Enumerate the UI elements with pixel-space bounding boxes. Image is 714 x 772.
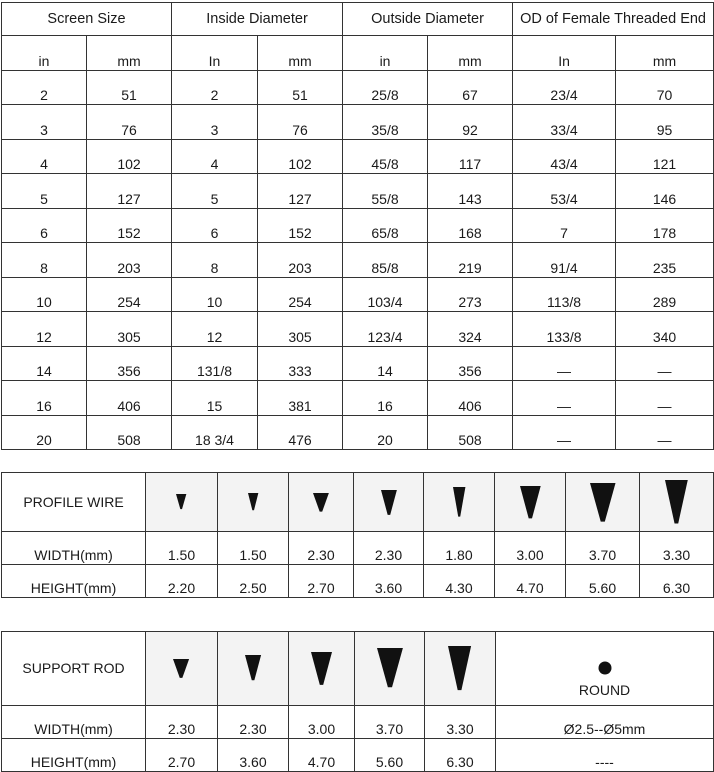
- table-cell: 25/8: [343, 70, 428, 105]
- header-inside-diameter: Inside Diameter: [172, 3, 343, 36]
- table-cell: 123/4: [343, 312, 428, 347]
- height-label: HEIGHT(mm): [2, 565, 146, 598]
- table-cell: 16: [2, 381, 87, 416]
- table-cell: 5: [2, 174, 87, 209]
- rod-width-value: 3.00: [289, 706, 355, 739]
- table-cell: 91/4: [513, 243, 616, 278]
- rod-height-value: 3.60: [218, 739, 289, 772]
- table-cell: 3: [2, 105, 87, 140]
- triangle-icon: [172, 658, 190, 679]
- triangle-icon: [664, 479, 689, 524]
- table-cell: 102: [87, 139, 172, 174]
- wire-width-value: 2.30: [354, 532, 424, 565]
- rod-shape-cell: [289, 632, 355, 706]
- table-cell: 4: [172, 139, 258, 174]
- unit-header: in: [2, 36, 87, 71]
- table-cell: 12: [2, 312, 87, 347]
- wire-width-value: 3.00: [495, 532, 566, 565]
- table-cell: 289: [616, 277, 714, 312]
- wire-shape-cell: [146, 473, 218, 532]
- circle-icon: [597, 660, 613, 676]
- table-cell: 85/8: [343, 243, 428, 278]
- table-cell: 117: [428, 139, 513, 174]
- table-cell: 133/8: [513, 312, 616, 347]
- table-cell: 324: [428, 312, 513, 347]
- wire-shape-cell: [640, 473, 714, 532]
- table-cell: 92: [428, 105, 513, 140]
- table-cell: —: [513, 346, 616, 381]
- round-height-value: ----: [496, 739, 714, 772]
- table-row: [2, 381, 714, 416]
- triangle-icon: [452, 486, 466, 518]
- header-screen-size: Screen Size: [2, 3, 172, 36]
- wire-shape-cell: [566, 473, 640, 532]
- table-cell: 254: [258, 277, 343, 312]
- wire-shape-cell: [218, 473, 289, 532]
- table-cell: 103/4: [343, 277, 428, 312]
- wire-width-value: 1.50: [146, 532, 218, 565]
- table-cell: 70: [616, 70, 714, 105]
- table-cell: —: [513, 415, 616, 450]
- table-cell: 305: [258, 312, 343, 347]
- table-cell: 3: [172, 105, 258, 140]
- rod-height-value: 6.30: [425, 739, 496, 772]
- table-cell: 381: [258, 381, 343, 416]
- table-cell: 340: [616, 312, 714, 347]
- header-od-female-threaded-end: OD of Female Threaded End: [513, 3, 714, 36]
- rod-shape-cell: [146, 632, 218, 706]
- table-cell: 254: [87, 277, 172, 312]
- wire-shape-cell: [354, 473, 424, 532]
- unit-header: mm: [258, 36, 343, 71]
- unit-header: mm: [87, 36, 172, 71]
- wire-shape-cell: [289, 473, 354, 532]
- height-label: HEIGHT(mm): [2, 739, 146, 772]
- triangle-icon: [175, 493, 187, 510]
- rod-width-value: 3.70: [355, 706, 425, 739]
- table-cell: —: [616, 415, 714, 450]
- table-row: [2, 70, 714, 105]
- table-cell: 203: [87, 243, 172, 278]
- table-cell: 8: [172, 243, 258, 278]
- wire-shape-cell: [424, 473, 495, 532]
- table-cell: 4: [2, 139, 87, 174]
- table-cell: 95: [616, 105, 714, 140]
- table-cell: 273: [428, 277, 513, 312]
- table-cell: 127: [87, 174, 172, 209]
- table-cell: 508: [428, 415, 513, 450]
- triangle-icon: [380, 489, 398, 516]
- table-cell: 33/4: [513, 105, 616, 140]
- table-row: [2, 208, 714, 243]
- table-cell: —: [616, 346, 714, 381]
- table-row: [2, 174, 714, 209]
- triangle-icon: [589, 482, 617, 523]
- rod-height-value: 2.70: [146, 739, 218, 772]
- table-cell: 305: [87, 312, 172, 347]
- table-cell: 20: [2, 415, 87, 450]
- wire-height-value: 6.30: [640, 565, 714, 598]
- triangle-icon: [244, 654, 262, 681]
- table-cell: 146: [616, 174, 714, 209]
- rod-height-value: 5.60: [355, 739, 425, 772]
- unit-header-row: [2, 36, 714, 71]
- triangle-icon: [376, 647, 404, 688]
- table-cell: 23/4: [513, 70, 616, 105]
- table-cell: 2: [172, 70, 258, 105]
- triangle-icon: [312, 492, 330, 513]
- table-cell: 65/8: [343, 208, 428, 243]
- table-cell: 55/8: [343, 174, 428, 209]
- size-table: [1, 2, 714, 450]
- table-cell: 2: [2, 70, 87, 105]
- unit-header: in: [343, 36, 428, 71]
- wire-height-value: 2.70: [289, 565, 354, 598]
- table-row: [2, 277, 714, 312]
- table-row: [2, 105, 714, 140]
- table-cell: 43/4: [513, 139, 616, 174]
- wire-height-value: 3.60: [354, 565, 424, 598]
- wire-height-value: 2.50: [218, 565, 289, 598]
- table-cell: 8: [2, 243, 87, 278]
- table-row: [2, 312, 714, 347]
- rod-width-value: 2.30: [218, 706, 289, 739]
- triangle-icon: [447, 645, 472, 691]
- table-cell: 235: [616, 243, 714, 278]
- table-cell: 51: [87, 70, 172, 105]
- width-label: WIDTH(mm): [2, 532, 146, 565]
- support-rod-width-row: [2, 706, 714, 739]
- unit-header: In: [172, 36, 258, 71]
- table-cell: 16: [343, 381, 428, 416]
- table-row: [2, 139, 714, 174]
- table-cell: 102: [258, 139, 343, 174]
- table-cell: 143: [428, 174, 513, 209]
- rod-shape-cell: [355, 632, 425, 706]
- table-cell: 6: [2, 208, 87, 243]
- group-header-row: [2, 3, 714, 36]
- round-label: ROUND: [578, 682, 631, 698]
- table-cell: 356: [428, 346, 513, 381]
- support-rod-shape-row: [2, 632, 714, 706]
- wire-height-value: 2.20: [146, 565, 218, 598]
- table-cell: 131/8: [172, 346, 258, 381]
- width-label: WIDTH(mm): [2, 706, 146, 739]
- table-cell: —: [616, 381, 714, 416]
- table-cell: 14: [2, 346, 87, 381]
- table-cell: 6: [172, 208, 258, 243]
- table-cell: 53/4: [513, 174, 616, 209]
- unit-header: mm: [428, 36, 513, 71]
- profile-wire-width-row: [2, 532, 714, 565]
- table-cell: 121: [616, 139, 714, 174]
- table-cell: 152: [258, 208, 343, 243]
- table-cell: 113/8: [513, 277, 616, 312]
- wire-height-value: 4.70: [495, 565, 566, 598]
- table-cell: 168: [428, 208, 513, 243]
- round-width-value: Ø2.5--Ø5mm: [496, 706, 714, 739]
- table-cell: 20: [343, 415, 428, 450]
- profile-wire-height-row: [2, 565, 714, 598]
- wire-width-value: 1.80: [424, 532, 495, 565]
- wire-shape-cell: [495, 473, 566, 532]
- triangle-icon: [247, 492, 259, 511]
- rod-shape-cell: [425, 632, 496, 706]
- triangle-icon: [310, 651, 333, 686]
- table-cell: 12: [172, 312, 258, 347]
- table-cell: 18 3/4: [172, 415, 258, 450]
- table-cell: 178: [616, 208, 714, 243]
- header-outside-diameter: Outside Diameter: [343, 3, 513, 36]
- wire-width-value: 1.50: [218, 532, 289, 565]
- support-rod-label: SUPPORT ROD: [2, 632, 146, 706]
- profile-wire-shape-row: [2, 473, 714, 532]
- wire-height-value: 4.30: [424, 565, 495, 598]
- table-cell: 10: [172, 277, 258, 312]
- table-cell: 152: [87, 208, 172, 243]
- table-cell: 127: [258, 174, 343, 209]
- table-row: [2, 243, 714, 278]
- table-cell: 14: [343, 346, 428, 381]
- table-cell: 45/8: [343, 139, 428, 174]
- table-cell: 203: [258, 243, 343, 278]
- table-cell: 35/8: [343, 105, 428, 140]
- round-rod-cell: [496, 632, 714, 706]
- table-cell: 76: [87, 105, 172, 140]
- rod-shape-cell: [218, 632, 289, 706]
- table-cell: 476: [258, 415, 343, 450]
- wire-width-value: 3.30: [640, 532, 714, 565]
- wire-width-value: 3.70: [566, 532, 640, 565]
- table-cell: 406: [87, 381, 172, 416]
- profile-wire-table: [1, 472, 714, 598]
- table-cell: 508: [87, 415, 172, 450]
- table-cell: 67: [428, 70, 513, 105]
- table-row: [2, 346, 714, 381]
- support-rod-table: [1, 631, 714, 772]
- table-cell: 406: [428, 381, 513, 416]
- table-cell: 333: [258, 346, 343, 381]
- table-cell: 10: [2, 277, 87, 312]
- rod-width-value: 2.30: [146, 706, 218, 739]
- table-cell: 219: [428, 243, 513, 278]
- wire-width-value: 2.30: [289, 532, 354, 565]
- rod-width-value: 3.30: [425, 706, 496, 739]
- wire-height-value: 5.60: [566, 565, 640, 598]
- unit-header: mm: [616, 36, 714, 71]
- table-cell: 15: [172, 381, 258, 416]
- table-row: [2, 415, 714, 450]
- rod-height-value: 4.70: [289, 739, 355, 772]
- table-cell: —: [513, 381, 616, 416]
- profile-wire-label: PROFILE WIRE: [2, 473, 146, 532]
- unit-header: In: [513, 36, 616, 71]
- table-cell: 356: [87, 346, 172, 381]
- table-cell: 5: [172, 174, 258, 209]
- table-cell: 51: [258, 70, 343, 105]
- table-cell: 7: [513, 208, 616, 243]
- table-cell: 76: [258, 105, 343, 140]
- triangle-icon: [519, 485, 542, 519]
